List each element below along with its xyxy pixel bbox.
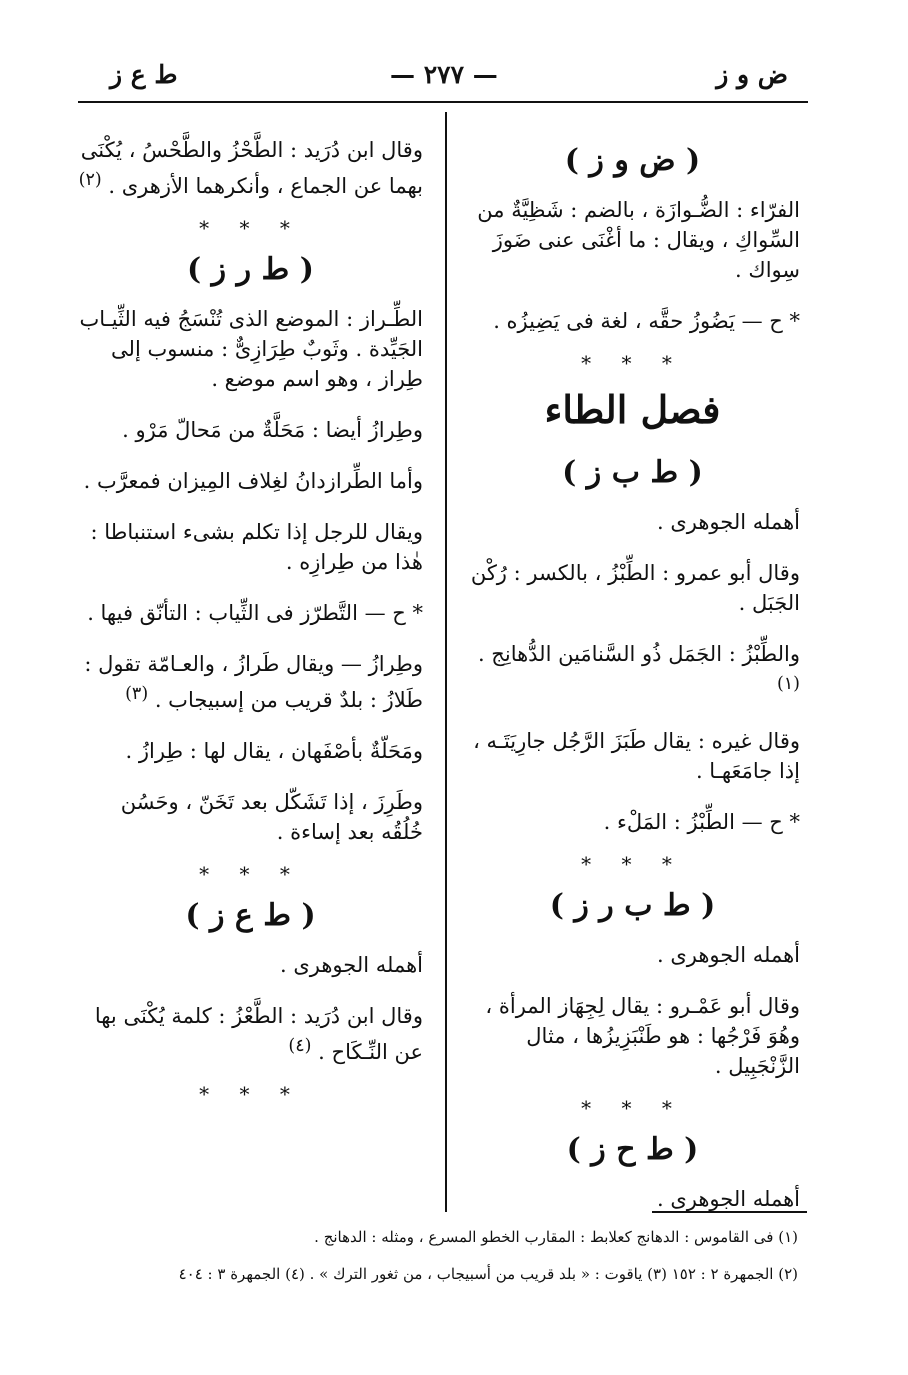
entry-heading-thz: ( ط ح ز ) xyxy=(566,1132,699,1167)
entry-text-body: وقال ابن دُرَيد : الطَّحْزُ والطَّحْسُ ، يُكْنَى بهما عن الجماع ، وأنكرهما الأزهرى . xyxy=(80,138,423,198)
entry-heading-tez: ( ط ع ز ) xyxy=(185,898,316,933)
footnote-rule xyxy=(652,1211,807,1213)
entry-heading-tbrz: ( ط ب ر ز ) xyxy=(549,888,716,923)
section-separator: * * * xyxy=(581,351,684,375)
entry-text: الفرّاء : الضُّـوازَة ، بالضم : شَظِيَّةٌ من السِّواكِ ، ويقال : ما أغْنَى عنى ضَوزَ سِواك . xyxy=(477,198,800,282)
footnote-1: (١) فى القاموس : الدهانج كعلابط : المقارب الخطو المسرع ، ومثله : الدهانج . xyxy=(314,1228,798,1246)
entry-text: * ح — الطِّبْزُ : المَلْء . xyxy=(603,810,800,834)
entry-heading-dwz: ( ض و ز ) xyxy=(564,143,701,178)
entry-text xyxy=(78,649,423,715)
entry-text: وقال أبو عَمْـرو : يقال لِجِهَاز المرأة ، وهُوَ فَرْجُها : هو طَنْبَزِيزُها ، مثال الزَّنْجَبِيل . xyxy=(485,994,800,1078)
entry-heading-tbz: ( ط ب ز ) xyxy=(562,455,703,490)
footnote-marker: (٢) xyxy=(78,170,102,190)
entry-text: وقال غيره : يقال طَبَزَ الرَّجُل جارِيَتَـه ، إذا جامَعَهـا . xyxy=(473,729,800,783)
entry-text: وأما الطِّرازدانُ لغِلاف المِيزان فمعرَّب . xyxy=(83,469,423,493)
entry-text xyxy=(78,1001,423,1067)
entry-text: * ح — يَضُوزُ حقَّه ، لغة فى يَضِيزُه . xyxy=(493,309,800,333)
footnote-marker: (٤) xyxy=(288,1036,312,1056)
header-rule xyxy=(78,101,808,103)
entry-text: أهمله الجوهرى . xyxy=(656,943,800,967)
left-column xyxy=(78,135,423,1116)
column-divider xyxy=(445,112,447,1212)
entry-text xyxy=(465,639,800,705)
footnotes-2-4: (٢) الجمهرة ٢ : ١٥٢ (٣) ياقوت : « بلد قريب من أسبيجاب ، من ثغور الترك » . (٤) الجمهرة ٣ : ٤٠٤ xyxy=(178,1265,798,1283)
chapter-heading: فصل الطاء xyxy=(544,387,721,432)
entry-text: الطِّـراز : الموضع الذى تُنْسَجُ فيه الثِّيـاب الجَيِّدة . وثَوبٌ طِرَازِىٌّ : منسوب إلى طِراز ، وهو اسم موضع . xyxy=(79,307,423,391)
section-separator: * * * xyxy=(199,1082,302,1106)
section-separator: * * * xyxy=(199,216,302,240)
entry-text-body: والطِّبْزُ : الجَمَل ذُو السَّنامَين الدُّهانِج . xyxy=(477,642,800,666)
footnote-marker: (٣) xyxy=(125,684,149,704)
section-separator: * * * xyxy=(581,1096,684,1120)
entry-text-body: وطِرازُ — ويقال طَرازُ ، والعـامّة تقول : طَلازُ : بلدٌ قريب من إسبيجاب . xyxy=(84,652,423,712)
running-head-right: ض و ز xyxy=(716,60,788,89)
entry-text xyxy=(78,135,423,201)
section-separator: * * * xyxy=(581,852,684,876)
entry-text: أهمله الجوهرى . xyxy=(279,953,423,977)
running-head-left: ط ع ز xyxy=(110,60,178,89)
entry-text: * ح — التَّطرّز فى الثِّياب : التأنّق فيها . xyxy=(87,601,423,625)
right-column xyxy=(465,135,800,1235)
entry-text: أهمله الجوهرى . xyxy=(656,510,800,534)
entry-heading-trz: ( ط ر ز ) xyxy=(187,252,314,287)
entry-text: ويقال للرجل إذا تكلم بشىء استنباطا : هٰذا من طِرازِه . xyxy=(90,520,423,574)
entry-text: وطَرِزَ ، إذا تَشَكّل بعد تَخَنّ ، وحَسُن خُلُقُه بعد إساءة . xyxy=(120,790,423,844)
entry-text: وقال أبو عمرو : الطِّبْزُ ، بالكسر : رُكْن الجَبَل . xyxy=(470,561,800,615)
entry-text: وطِرازُ أيضا : مَحَلَّةٌ من مَحالّ مَرْو . xyxy=(122,418,423,442)
footnote-marker: (١) xyxy=(776,674,800,694)
section-separator: * * * xyxy=(199,862,302,886)
entry-text: أهمله الجوهرى . xyxy=(656,1187,800,1211)
entry-text: ومَحَلّةٌ بأصْفَهان ، يقال لها : طِرازُ . xyxy=(125,739,423,763)
entry-text-body: وقال ابن دُرَيد : الطَّعْزُ : كلمة يُكْنَى بها عن النِّـكَاح . xyxy=(94,1004,423,1064)
page-number: — ٢٧٧ — xyxy=(390,60,498,89)
